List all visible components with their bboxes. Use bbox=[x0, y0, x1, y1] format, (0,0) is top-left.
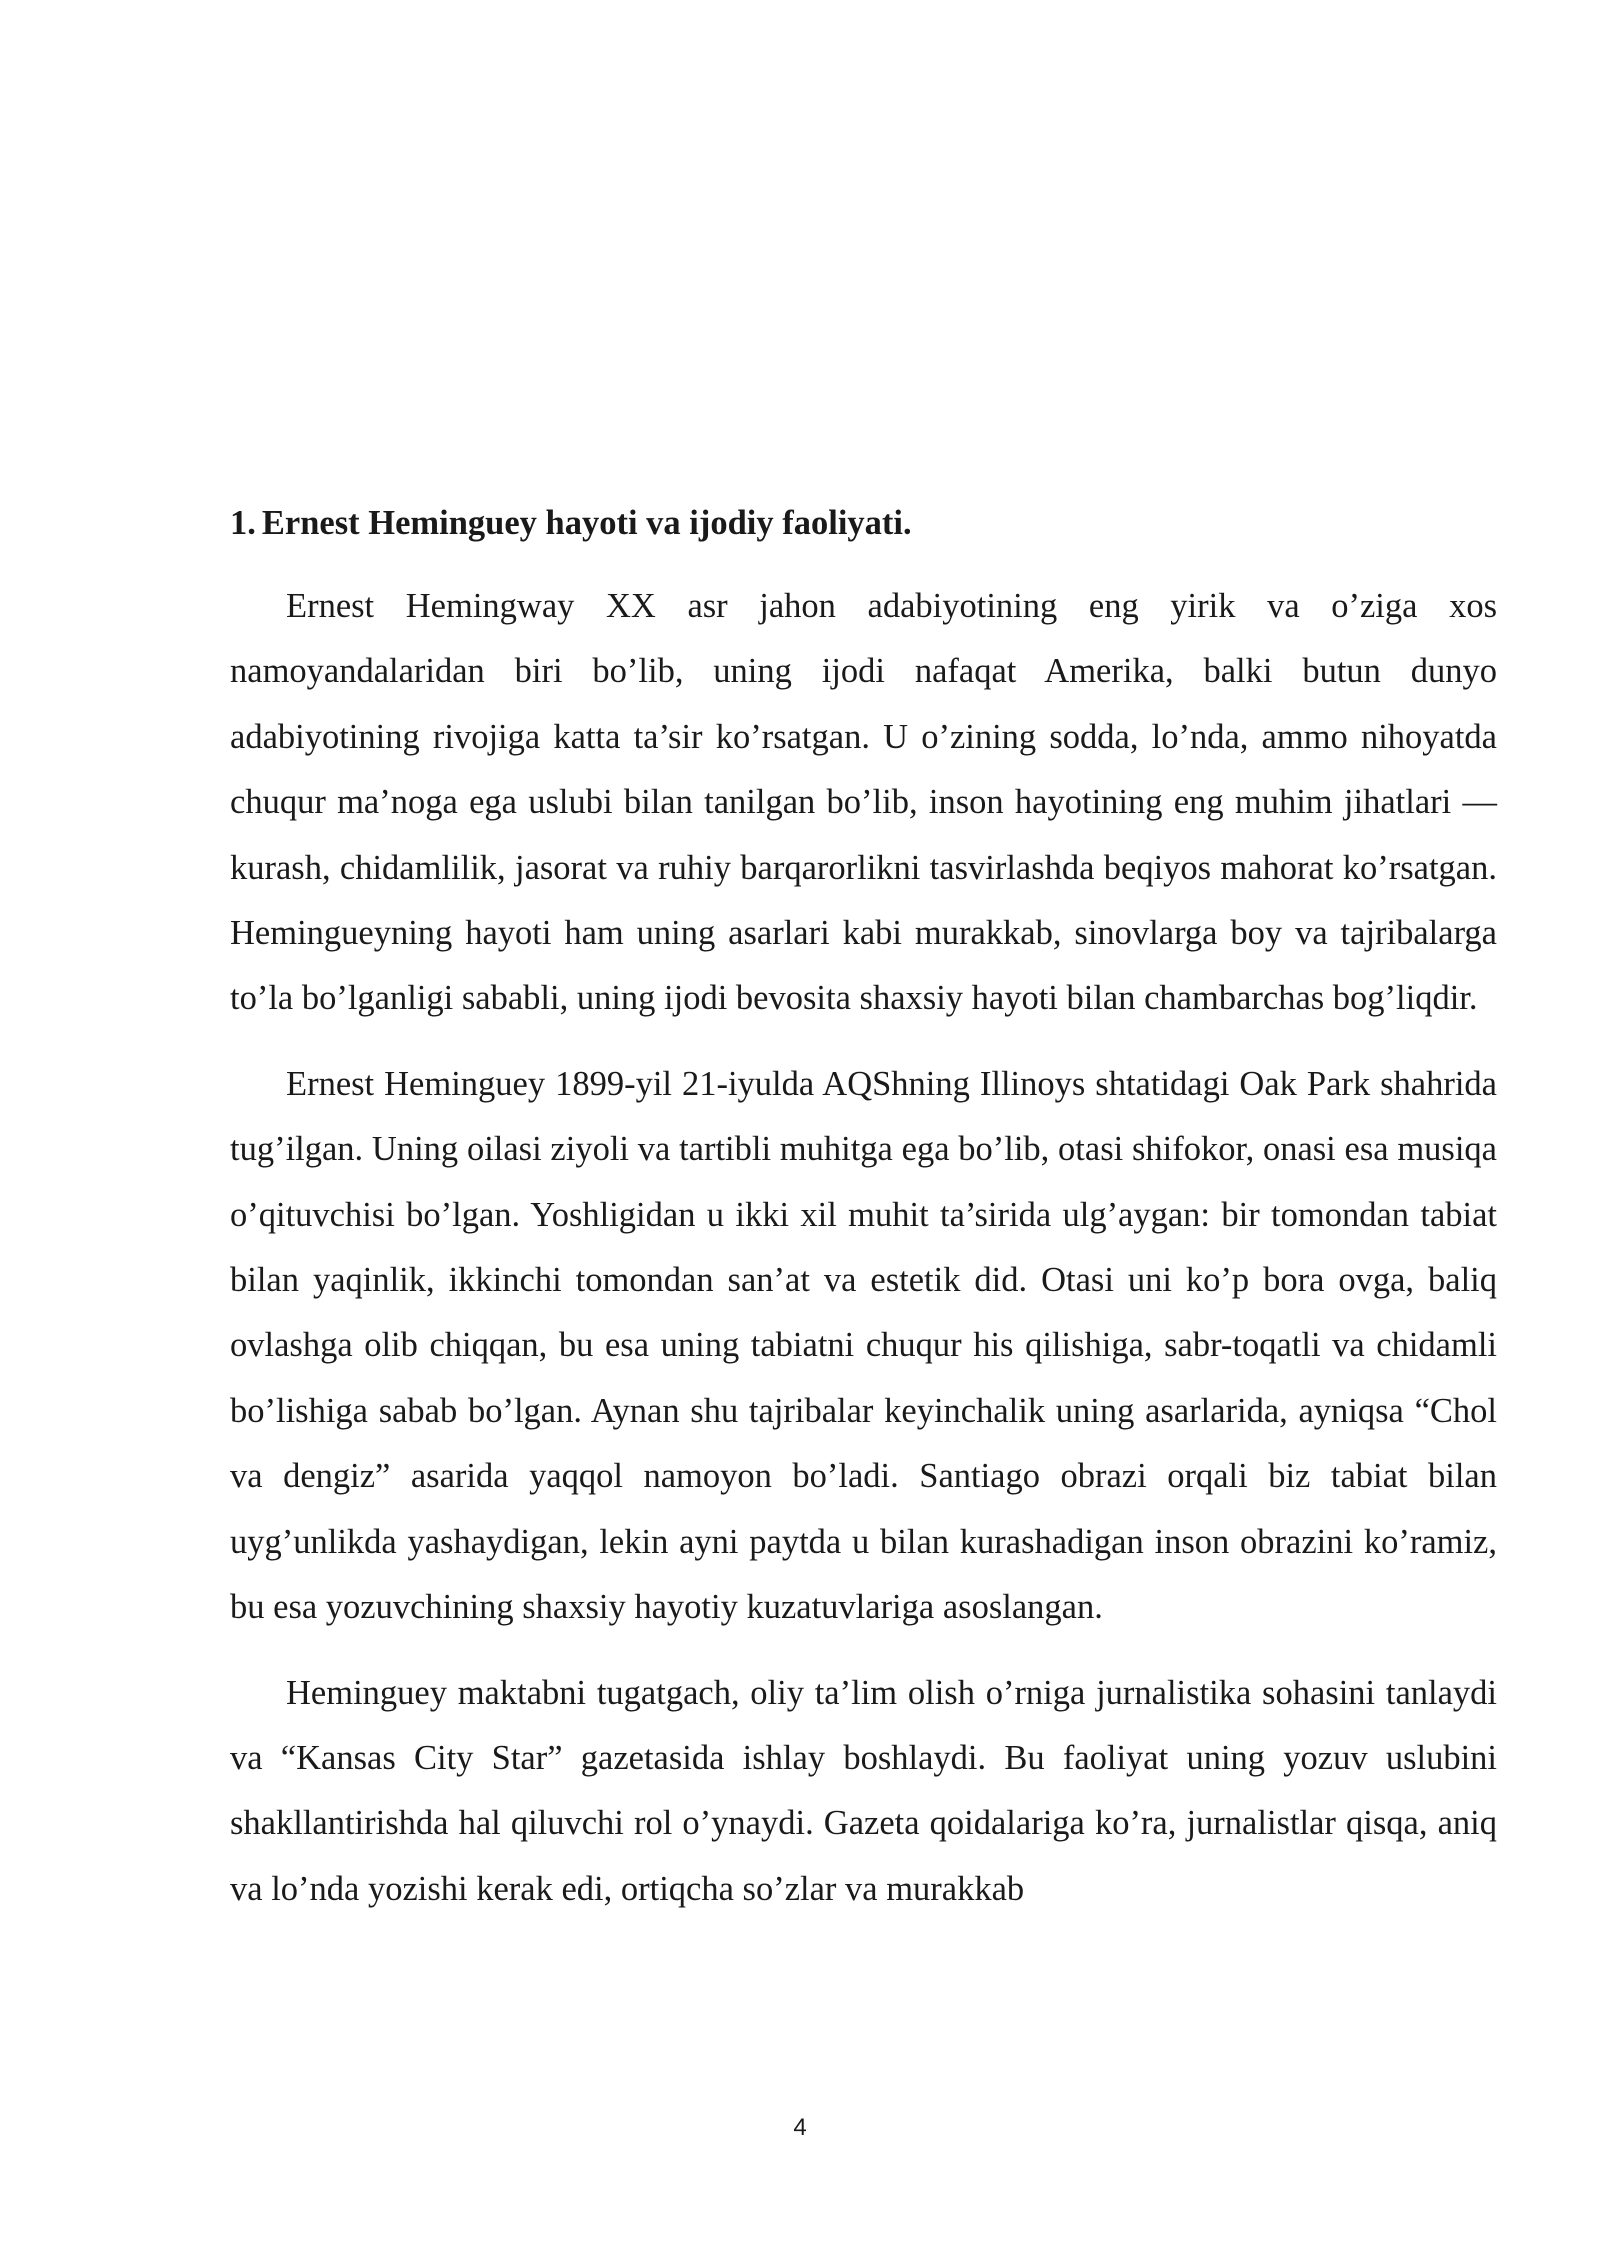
page-number: 4 bbox=[793, 2114, 807, 2141]
page-body bbox=[230, 492, 1497, 1942]
paragraph-3: Heminguey maktabni tugatgach, oliy ta’lim olish o’rniga jurnalistika sohasini tanlaydi va “Kansas City Star” gazetasida ishlay boshlaydi. Bu faoliyat uning yozuv uslubini shakllantirishda hal qiluvchi rol o’ynaydi. Gazeta qoidalariga ko’ra, jurnalistlar qisqa, aniq va lo’nda yozishi kerak edi, ortiqcha so’zlar va murakkab bbox=[230, 1673, 1497, 1908]
paragraph-2: Ernest Heminguey 1899-yil 21-iyulda AQShning Illinoys shtatidagi Oak Park shahrida tug’ilgan. Uning oilasi ziyoli va tartibli muhitga ega bo’lib, otasi shifokor, onasi esa musiqa o’qituvchisi bo’lgan. Yoshligidan u ikki xil muhit ta’sirida ulg’aygan: bir tomondan tabiat bilan yaqinlik, ikkinchi tomondan san’at va estetik did. Otasi uni ko’p bora ovga, baliq ovlashga olib chiqqan, bu esa uning tabiatni chuqur his qilishiga, sabr-toqatli va chidamli bo’lishiga sabab bo’lgan. Aynan shu tajribalar keyinchalik uning asarlarida, ayniqsa “Chol va dengiz” asarida yaqqol namoyon bo’ladi. Santiago obrazi orqali biz tabiat bilan uyg’unlikda yashaydigan, lekin ayni paytda u bilan kurashadigan inson obrazini ko’ramiz, bu esa yozuvchining shaxsiy hayotiy kuzatuvlariga asoslangan. bbox=[230, 1064, 1497, 1627]
section-heading bbox=[230, 492, 1497, 554]
section-title: Ernest Heminguey hayoti va ijodiy faoliyati. bbox=[261, 504, 912, 542]
paragraph-1: Ernest Hemingway XX asr jahon adabiyotining eng yirik va o’ziga xos namoyandalaridan biri bo’lib, uning ijodi nafaqat Amerika, balki butun dunyo adabiyotining rivojiga katta ta’sir ko’rsatgan. U o’zining sodda, lo’nda, ammo nihoyatda chuqur ma’noga ega uslubi bilan tanilgan bo’lib, inson hayotining eng muhim jihatlari — kurash, chidamlilik, jasorat va ruhiy barqarorlikni tasvirlashda beqiyos mahorat ko’rsatgan. Hemingueyning hayoti ham uning asarlari kabi murakkab, sinovlarga boy va tajribalarga to’la bo’lganligi sababli, uning ijodi bevosita shaxsiy hayoti bilan chambarchas bog’liqdir. bbox=[230, 587, 1497, 1018]
section-number: 1. bbox=[230, 504, 256, 542]
